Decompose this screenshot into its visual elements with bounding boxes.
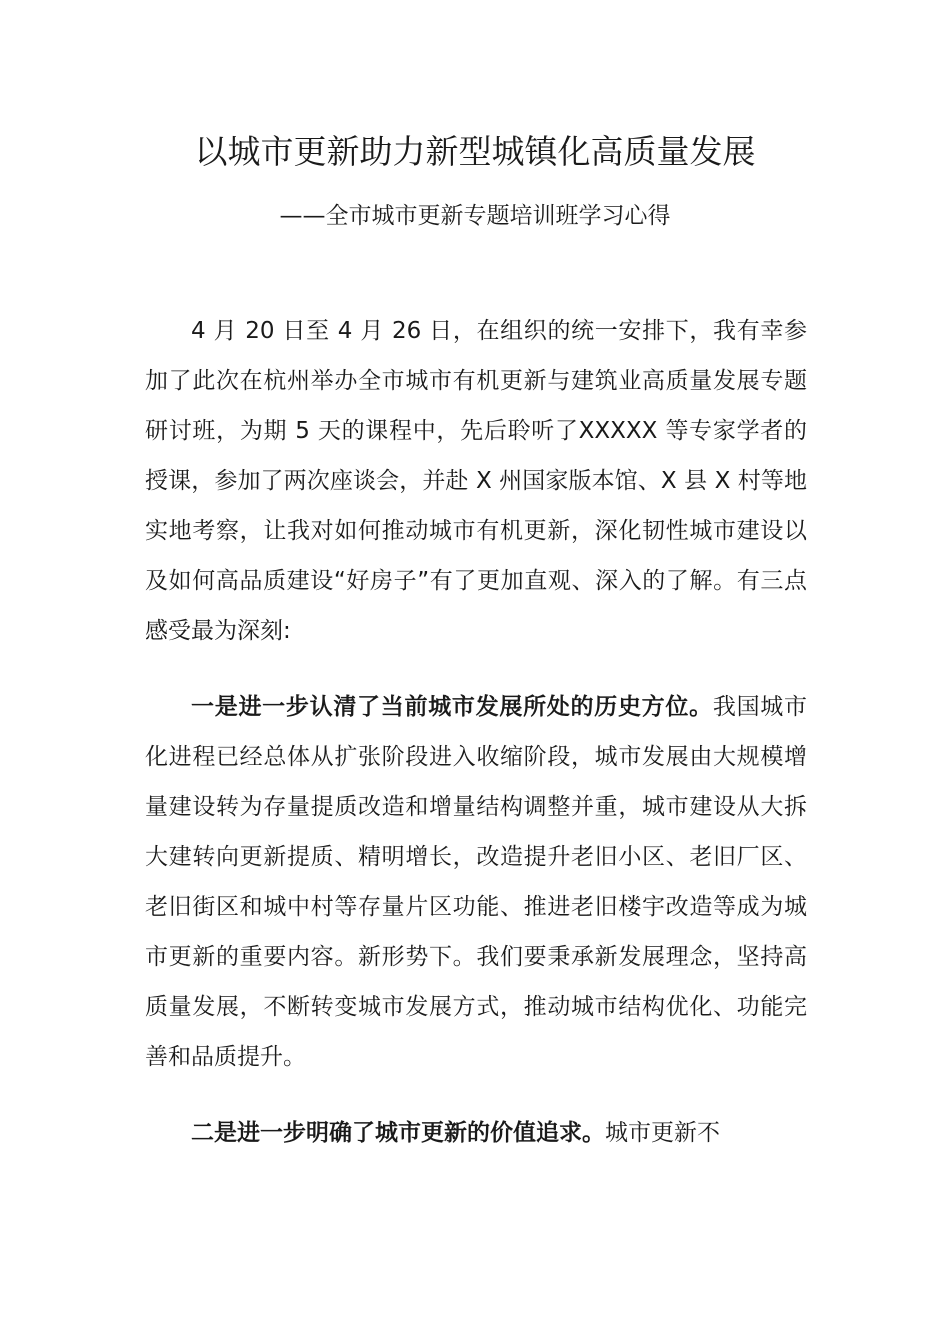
paragraph-intro xyxy=(145,306,807,656)
paragraph-text: 我国城市化进程已经总体从扩张阶段进入收缩阶段，城市发展由大规模增量建设转为存量提质改造和增量结构调整并重，城市建设从大拆大建转向更新提质、精明增长，改造提升老旧小区、老旧厂区、老旧街区和城中村等存量片区功能、推进老旧楼宇改造等成为城市更新的重要内容。新形势下。我们要秉承新发展理念，坚持高质量发展，不断转变城市发展方式，推动城市结构优化、功能完善和品质提升。 xyxy=(145,694,808,1070)
paragraph-text: 城市更新不 xyxy=(605,1120,720,1146)
paragraph-point-two xyxy=(145,1108,807,1158)
document-subtitle: ——全市城市更新专题培训班学习心得 xyxy=(279,203,671,229)
paragraph-point-one xyxy=(145,682,807,1082)
paragraph-lead: 二是进一步明确了城市更新的价值追求。 xyxy=(191,1120,605,1146)
document-body xyxy=(145,306,807,1158)
paragraph-text: 4 月 20 日至 4 月 26 日，在组织的统一安排下，我有幸参加了此次在杭州举办全市城市有机更新与建筑业高质量发展专题研讨班，为期 5 天的课程中，先后聆听了XXXXX 等专家学者的授课，参加了两次座谈会，并赴 X 州国家版本馆、X 县 X 村等地实地考察，让我对如何推动城市有机更新，深化韧性城市建设以及如何高品质建设“好房子”有了更加直观、深入的了解。有三点感受最为深刻: xyxy=(145,318,807,644)
paragraph-lead: 一是进一步认清了当前城市发展所处的历史方位。 xyxy=(191,694,713,720)
document-title: 以城市更新助力新型城镇化高质量发展 xyxy=(194,132,756,171)
